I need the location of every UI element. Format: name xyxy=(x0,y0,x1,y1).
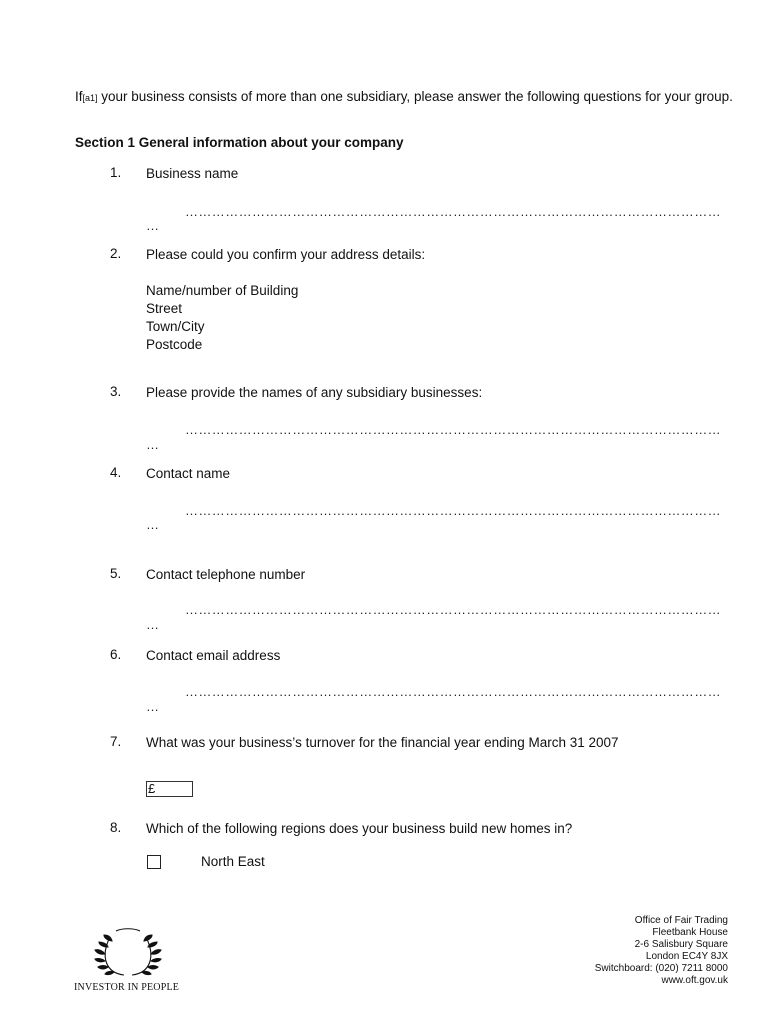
question-number-4: 4. xyxy=(110,465,122,480)
footer-line-city: London EC4Y 8JX xyxy=(645,951,728,962)
answer-line-tail-1: … xyxy=(146,218,159,233)
answer-line-tail-5: … xyxy=(146,617,159,632)
footer-line-street: 2-6 Salisbury Square xyxy=(634,939,728,950)
currency-symbol: £ xyxy=(148,781,156,796)
question-number-2: 2. xyxy=(110,246,122,261)
investor-in-people-text: INVESTOR IN PEOPLE xyxy=(74,982,180,993)
question-number-7: 7. xyxy=(110,734,122,749)
question-text-4: Contact name xyxy=(146,466,231,481)
question-number-5: 5. xyxy=(110,566,122,581)
footer-line-website: www.oft.gov.uk xyxy=(661,975,728,986)
turnover-input[interactable] xyxy=(146,781,193,797)
region-checkbox-north-east[interactable] xyxy=(147,855,161,869)
footer-address xyxy=(595,915,728,987)
question-text-1: Business name xyxy=(146,166,239,181)
question-text-5: Contact telephone number xyxy=(146,567,306,582)
answer-line-telephone[interactable]: ………………………………………………………………………………………………………… xyxy=(185,602,721,616)
question-text-8: Which of the following regions does your business build new homes in? xyxy=(146,821,573,836)
question-text-2: Please could you confirm your address details: xyxy=(146,247,426,262)
question-number-3: 3. xyxy=(110,384,122,399)
intro-text: your business consists of more than one subsidiary, please answer the following questions for your group. xyxy=(97,89,733,104)
question-text-7: What was your business’s turnover for the financial year ending March 31 2007 xyxy=(146,735,619,750)
footer-line-organisation: Office of Fair Trading xyxy=(634,915,728,926)
comment-marker: [a1] xyxy=(82,93,98,103)
footer-line-switchboard: Switchboard: (020) 7211 8000 xyxy=(594,963,728,974)
question-number-6: 6. xyxy=(110,647,122,662)
address-field-town: Town/City xyxy=(146,319,205,334)
answer-line-tail-6: … xyxy=(146,699,159,714)
answer-line-tail-4: … xyxy=(146,517,159,532)
question-text-3: Please provide the names of any subsidiary businesses: xyxy=(146,385,483,400)
question-text-6: Contact email address xyxy=(146,648,281,663)
address-field-building: Name/number of Building xyxy=(146,283,299,298)
question-number-8: 8. xyxy=(110,820,122,835)
region-label-north-east: North East xyxy=(201,854,265,869)
answer-line-business-name[interactable]: ………………………………………………………………………………………………………… xyxy=(185,204,721,218)
answer-line-tail-3: … xyxy=(146,437,159,452)
footer-line-building: Fleetbank House xyxy=(652,927,728,938)
address-field-postcode: Postcode xyxy=(146,337,203,352)
section-title: Section 1 General information about your company xyxy=(75,135,404,150)
answer-line-subsidiaries[interactable]: ………………………………………………………………………………………………………… xyxy=(185,422,721,436)
answer-line-email[interactable]: ………………………………………………………………………………………………………… xyxy=(185,684,721,698)
intro-paragraph xyxy=(75,88,735,107)
answer-line-contact-name[interactable]: ………………………………………………………………………………………………………… xyxy=(185,503,721,517)
intro-prefix: If xyxy=(75,89,83,104)
question-number-1: 1. xyxy=(110,165,122,180)
address-field-street: Street xyxy=(146,301,183,316)
